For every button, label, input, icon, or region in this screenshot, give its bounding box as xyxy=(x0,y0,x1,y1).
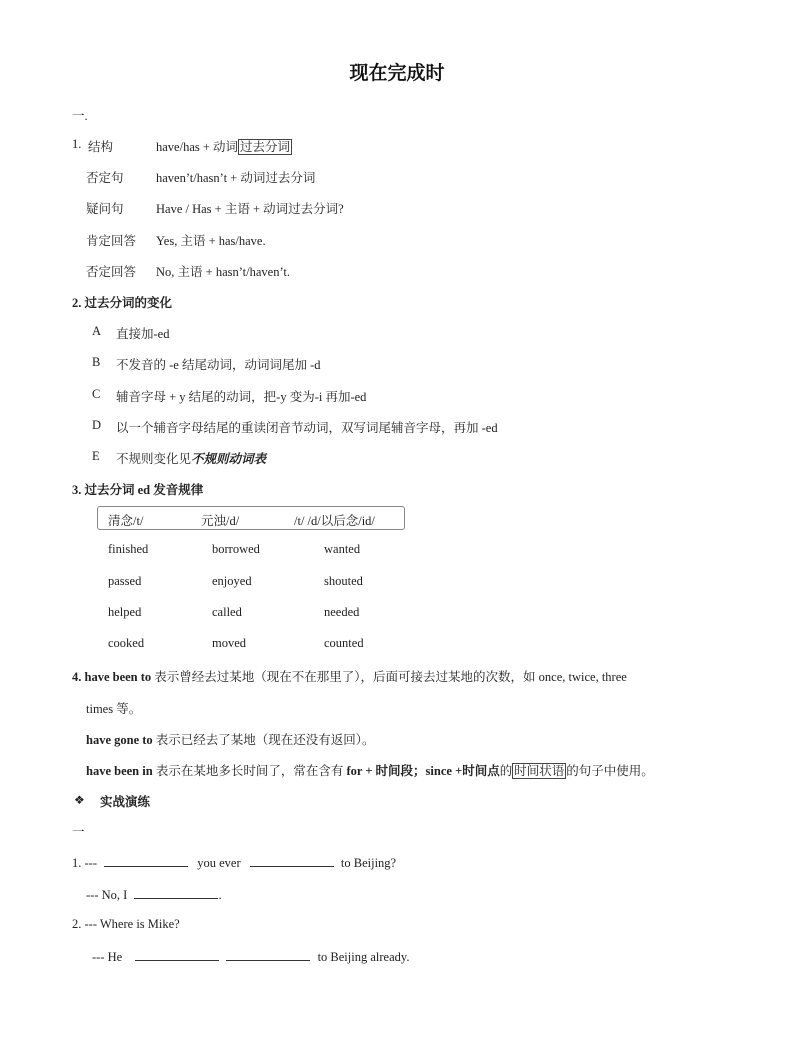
structure-label: 结构 xyxy=(88,140,114,154)
word-cell: enjoyed xyxy=(212,574,252,588)
rule-text: 辅音字母 + y 结尾的动词，把-y 变为-i 再加-ed xyxy=(116,390,367,404)
section-heading: 3. 过去分词 ed 发音规律 xyxy=(72,483,204,497)
answer-text: --- No, I xyxy=(86,888,128,902)
structure-row-text: No, 主语 + hasn’t/haven’t. xyxy=(156,265,291,279)
answer-blank[interactable] xyxy=(250,854,334,867)
usage-line xyxy=(72,667,627,685)
word-cell: needed xyxy=(324,605,360,619)
word-cell: wanted xyxy=(324,542,361,556)
usage-boxed-term: 时间状语 xyxy=(514,764,565,778)
rule-text: 不发音的 -e 结尾动词，动词词尾加 -d xyxy=(116,358,321,372)
pronunciation-header: 元浊/d/ xyxy=(201,514,240,528)
structure-formula-boxed: 过去分词 xyxy=(240,140,291,154)
practice-heading: 实战演练 xyxy=(100,795,151,809)
rule-letter: D xyxy=(92,418,102,432)
structure-row-label: 否定回答 xyxy=(86,265,137,279)
word-cell: cooked xyxy=(108,636,145,650)
rule-letter: C xyxy=(92,387,101,401)
answer-text: --- He xyxy=(92,950,123,964)
structure-row-text: Yes, 主语 + has/have. xyxy=(156,234,266,248)
word-cell: moved xyxy=(212,636,247,650)
structure-row-text: haven’t/hasn’t + 动词过去分词 xyxy=(156,171,316,185)
word-cell: passed xyxy=(108,574,142,588)
usage-emphasis: for + 时间段；since +时间点 xyxy=(346,764,500,778)
answer-line xyxy=(86,886,222,903)
structure-formula xyxy=(156,137,292,155)
diamond-bullet-icon: ❖ xyxy=(74,793,85,807)
word-cell: counted xyxy=(324,636,364,650)
rule-text: 直接加-ed xyxy=(116,327,170,341)
structure-row-label: 否定句 xyxy=(86,171,124,185)
structure-row-text: Have / Has + 主语 + 动词过去分词? xyxy=(156,202,344,216)
answer-text: to Beijing already. xyxy=(317,950,410,964)
rule-text xyxy=(116,449,266,467)
answer-blank[interactable] xyxy=(135,948,219,961)
page-title: 现在完成时 xyxy=(349,63,445,84)
question-text: to Beijing? xyxy=(340,856,397,870)
usage-text: 表示已经去了某地（现在还没有返回）。 xyxy=(155,733,375,747)
rule-letter: E xyxy=(92,449,100,463)
structure-number: 1. xyxy=(72,137,82,151)
answer-blank[interactable] xyxy=(134,886,218,899)
section-marker: 一. xyxy=(72,109,88,123)
word-cell: borrowed xyxy=(212,542,260,556)
rule-letter: B xyxy=(92,355,101,369)
usage-term: 4. have been to xyxy=(72,670,152,684)
usage-text: 表示在某地多长时间了，常在含有 xyxy=(155,764,344,778)
structure-formula-prefix: have/has + 动词 xyxy=(156,140,239,154)
usage-line xyxy=(86,730,375,748)
question-text: 2. --- Where is Mike? xyxy=(72,917,180,931)
word-cell: called xyxy=(212,605,242,619)
word-cell: shouted xyxy=(324,574,363,588)
usage-term: have been in xyxy=(86,764,153,778)
answer-line xyxy=(92,948,409,965)
word-cell: finished xyxy=(108,542,149,556)
rule-text: 以一个辅音字母结尾的重读闭音节动词，双写词尾辅音字母，再加 -ed xyxy=(116,421,498,435)
section-marker: 一 xyxy=(72,825,85,839)
question-line xyxy=(72,854,396,871)
structure-row-label: 肯定回答 xyxy=(86,234,137,248)
question-text: you ever xyxy=(197,856,241,870)
rule-text-plain: 不规则变化见 xyxy=(116,452,192,466)
usage-text: 的 xyxy=(499,764,513,778)
section-heading: 2. 过去分词的变化 xyxy=(72,296,173,310)
usage-continuation: times 等。 xyxy=(86,702,142,716)
usage-term: have gone to xyxy=(86,733,153,747)
usage-text: 表示曾经去过某地（现在不在那里了），后面可接去过某地的次数，如 once, twice, three xyxy=(154,670,627,684)
question-text: 1. --- xyxy=(72,856,97,870)
answer-blank[interactable] xyxy=(226,948,310,961)
answer-text: . xyxy=(218,888,222,902)
rule-letter: A xyxy=(92,324,102,338)
pronunciation-header: /t/ /d/以后念/id/ xyxy=(294,514,375,528)
word-cell: helped xyxy=(108,605,142,619)
structure-row-label: 疑问句 xyxy=(86,202,124,216)
rule-text-emphasis: 不规则动词表 xyxy=(191,452,267,466)
usage-text: 的句子中使用。 xyxy=(566,764,654,778)
answer-blank[interactable] xyxy=(104,854,188,867)
pronunciation-header: 清念/t/ xyxy=(108,514,144,528)
usage-line xyxy=(86,761,654,779)
